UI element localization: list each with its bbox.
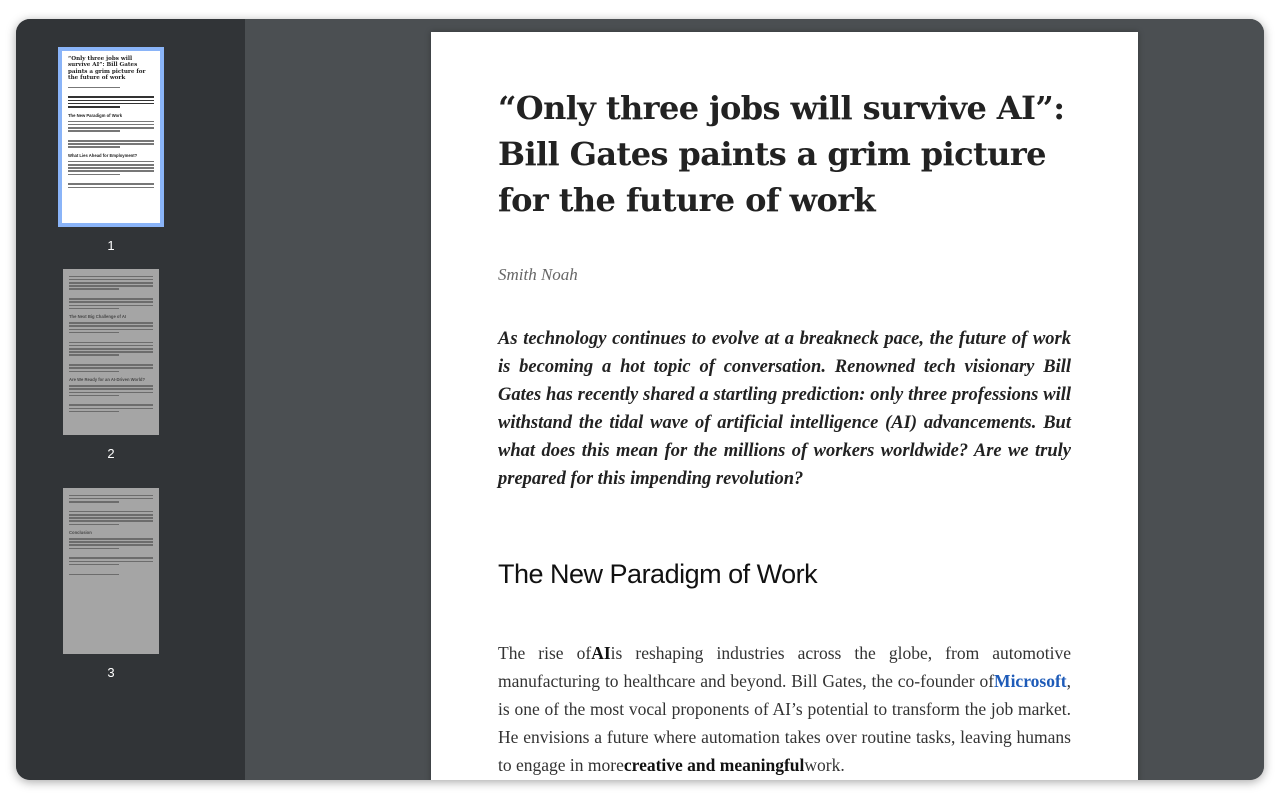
thumbnail-image[interactable] (63, 269, 159, 435)
article-author: Smith Noah (498, 265, 578, 284)
paragraph-text: , is one of the most vocal proponents of AI’s potential to transform the job market. He envisions a future where automation takes over routine tasks, leaving humans to engage in more (498, 671, 1071, 775)
bold-term-ai: AI (591, 643, 611, 663)
page-number-label: 1 (107, 238, 115, 253)
section-heading: The New Paradigm of Work (498, 559, 818, 589)
article-title: “Only three jobs will survive AI”: Bill Gates paints a grim picture for the future of work (498, 89, 1065, 219)
paragraph-text: work. (804, 755, 845, 775)
thumbnail-image[interactable] (63, 488, 159, 654)
document-page (431, 32, 1138, 780)
paragraph-text: is reshaping industries across the globe, from automotive manufacturing to healthcare and beyond. Bill Gates, the co-founder of (498, 643, 1071, 691)
bold-term-creative: creative and meaningful (623, 755, 805, 775)
thumbnail-image[interactable] (58, 47, 164, 227)
thumbnail-page-1[interactable] (58, 47, 164, 253)
pdf-viewer-window (16, 19, 1264, 780)
thumbnail-title: “Only three jobs will survive AI”: Bill Gates paints a grim picture for the future of work (68, 56, 146, 82)
thumbnail-sidebar (16, 19, 245, 780)
body-paragraph (498, 639, 1071, 779)
thumbnail-heading: The New Paradigm of Work (68, 112, 123, 118)
article-lede: As technology continues to evolve at a breakneck pace, the future of work is becoming a hot topic of conversation. Renowned tech visionary Bill Gates has recently shared a startling prediction: only three professions will withstand the tidal wave of artificial intelligence (AI) advancements. But what does this mean for the millions of workers worldwide? Are we truly prepared for this impending revolution? (498, 329, 1071, 489)
thumbnail-page-2[interactable] (58, 269, 164, 461)
thumbnail-page-3[interactable] (58, 488, 164, 680)
article (498, 32, 1071, 779)
microsoft-link[interactable]: Microsoft (994, 671, 1067, 691)
paragraph-text: The rise of (498, 643, 592, 663)
page-number-label: 3 (107, 665, 115, 680)
page-number-label: 2 (107, 446, 115, 461)
thumbnail-heading: What Lies Ahead for Employment? (68, 152, 138, 158)
document-viewer[interactable] (245, 19, 1264, 780)
